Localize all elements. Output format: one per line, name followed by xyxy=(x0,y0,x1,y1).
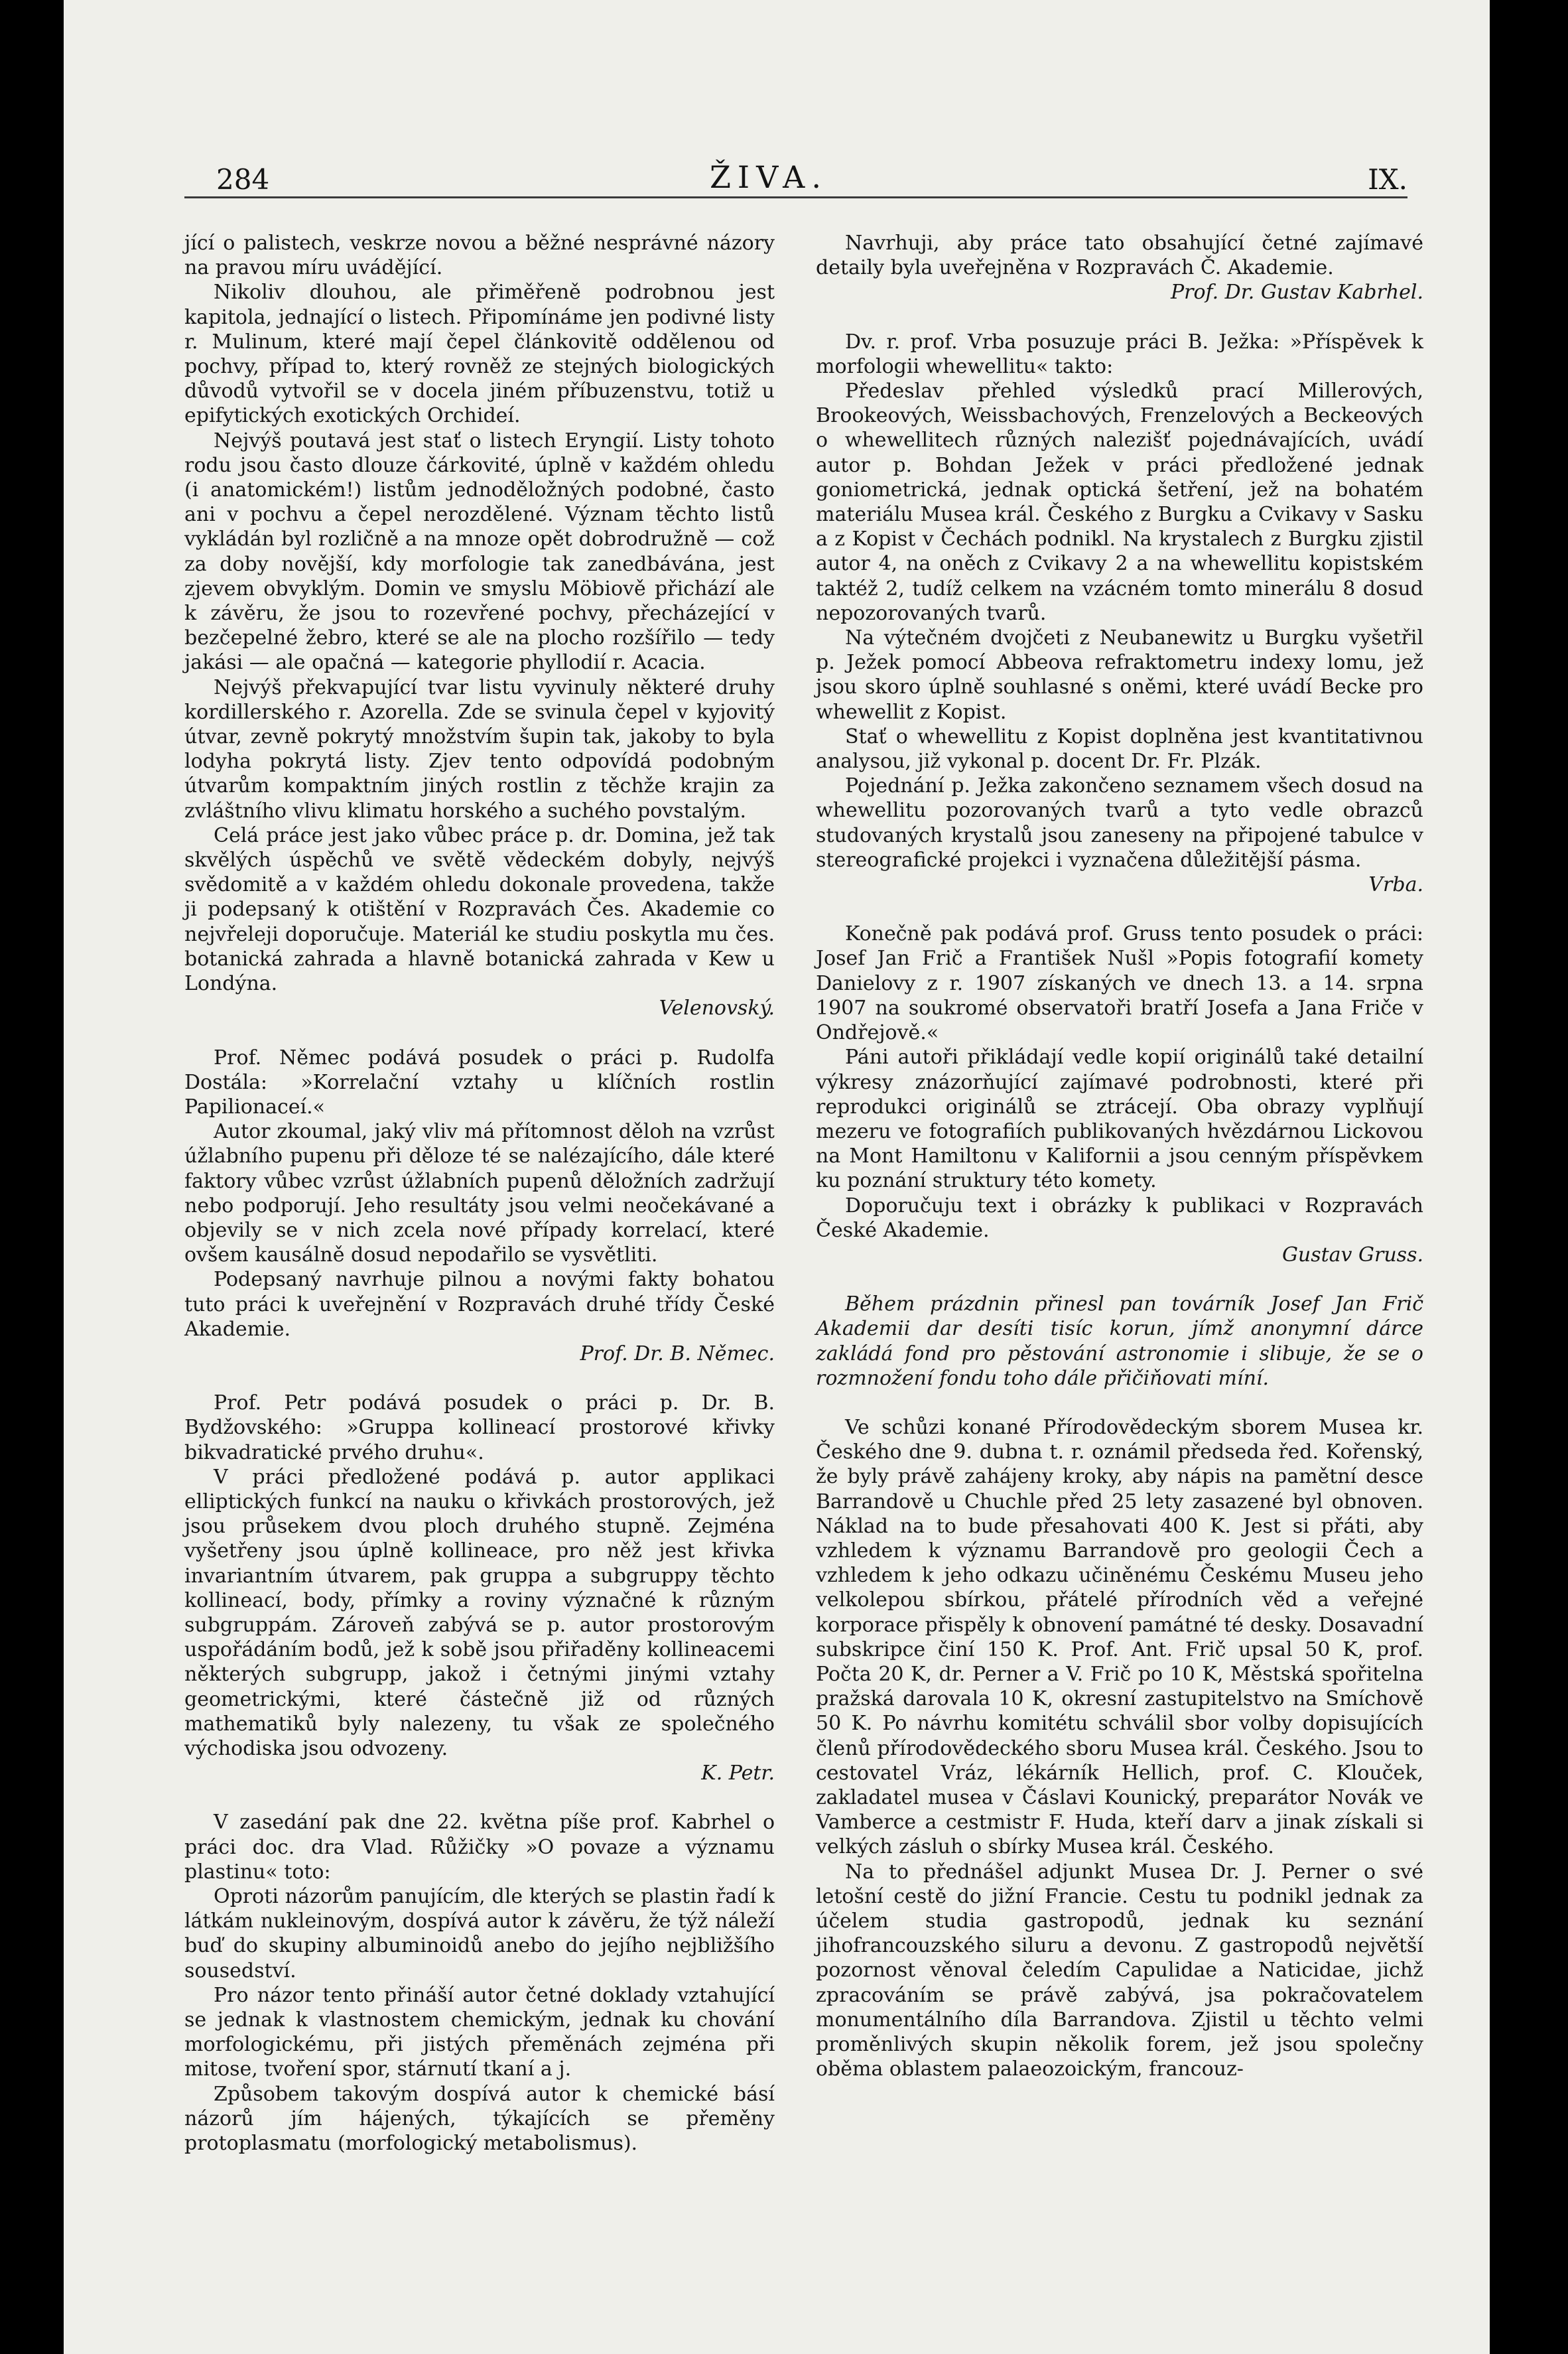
signature: Vrba. xyxy=(1368,873,1423,897)
right-column xyxy=(816,231,1423,2081)
paragraph: Nikoliv dlouhou, ale přiměřeně podrobnou jest kapitola, jednající o listech. Připomínáme jen podivné listy r. Mulinum, které mají čepel článkovitě oddělenou od pochvy, případ to, který rovněž ze stejných biologických důvodů vytvořil se v docela jiném příbuzenstvu, totiž u epifytických exotických Orchideí. xyxy=(184,281,775,428)
paragraph: Způsobem takovým dospívá autor k chemické básí názorů jím hájených, týkajících se přeměny protoplasmatu (morfologický metabolismus). xyxy=(184,2082,775,2156)
paragraph-gap xyxy=(816,897,1423,922)
signature: K. Petr. xyxy=(701,1762,775,1785)
paragraph: Celá práce jest jako vůbec práce p. dr. Domina, jež tak skvělých úspěchů ve světě vědeckém dobyly, nejvýš svědomitě a v každém ohledu dokonale provedena, takže ji podepsaný k otištění v Rozpravách Čes. Akademie co nejvřeleji doporučuje. Materiál ke studiu poskytla mu čes. botanická zahrada a hlavně botanická zahrada v Kew u Londýna. xyxy=(184,823,775,996)
paragraph: Páni autoři přikládají vedle kopií originálů také detailní výkresy znázorňující zajímavé podrobnosti, které při reprodukci originálů se ztrácejí. Oba obrazy vyplňují mezeru ve fotografiích publikovaných hvězdárnou Lickovou na Mont Hamiltonu v Kalifornii a jsou cenným příspěvkem ku poznání struktury této komety. xyxy=(816,1046,1423,1193)
paragraph: Prof. Němec podává posudek o práci p. Rudolfa Dostála: »Korrelační vztahy u klíčních rostlin Papilionaceí.« xyxy=(184,1046,775,1119)
header-rule xyxy=(184,196,1407,198)
paragraph: Stať o whewellitu z Kopist doplněna jest kvantitativnou analysou, již vykonal p. docent Dr. Fr. Plzák. xyxy=(816,725,1423,774)
paragraph: Dv. r. prof. Vrba posuzuje práci B. Ježka: »Příspěvek k morfologii whewellitu« takto: xyxy=(816,330,1423,378)
paragraph-gap xyxy=(184,1021,775,1046)
paragraph: Předeslav přehled výsledků prací Millerových, Brookeových, Weissbachových, Frenzelových a Beckeových o whewellitech různých nalezišť pojednávajících, uvádí autor p. Bohdan Ježek v práci předložené jednak goniometrická, jednak optická šetření, jež na bohatém materiálu Musea král. Českého z Burgku a Cvikavy v Sasku a z Kopist v Čechách podnikl. Na krystalech z Burgku zjistil autor 4, na oněch z Cvikavy 2 a na whewellitu kopistském taktéž 2, tudíž celkem na vzácném tomto minerálu 8 dosud nepozorovaných tvarů. xyxy=(816,380,1423,625)
journal-title: ŽIVA. xyxy=(709,159,828,195)
signature: Gustav Gruss. xyxy=(1281,1243,1423,1267)
volume-number: IX. xyxy=(1368,163,1407,196)
page-header xyxy=(130,154,1407,200)
signature: Prof. Dr. Gustav Kabrhel. xyxy=(1170,281,1423,305)
paragraph: Nejvýš překvapující tvar listu vyvinuly některé druhy kordillerského r. Azorella. Zde se svinula čepel v kyjovitý útvar, zevně pokrytý množstvím šupin tak, jakoby to byla lodyha pokrytá listy. Zjev tento odpovídá podobným útvarům kompaktním jiných rostlin z těchže krajin za zvláštního vlivu klimatu horského a suchého povstalým. xyxy=(184,675,775,823)
paragraph: Pro názor tento přináší autor četné doklady vztahující se jednak k vlastnostem chemickým, jednak ku chování morfologickému, při jistých přeměnách zejména při mitose, tvoření spor, stárnutí tkaní a j. xyxy=(184,1983,775,2081)
paragraph-gap xyxy=(184,1785,775,1810)
paragraph: V zasedání pak dne 22. května píše prof. Kabrhel o práci doc. dra Vlad. Růžičky »O povaze a významu plastinu« toto: xyxy=(184,1811,775,1884)
paragraph: jící o palistech, veskrze novou a běžné nesprávné názory na pravou míru uvádějící. xyxy=(184,232,775,280)
paragraph: Během prázdnin přinesl pan továrník Josef Jan Frič Akademii dar desíti tisíc korun, jímž anonymní dárce zakládá fond pro pěstování astronomie i slibuje, že se o rozmnožení fondu toho dále přičiňovati míní. xyxy=(816,1292,1423,1390)
paragraph-gap xyxy=(816,1267,1423,1292)
paragraph: Podepsaný navrhuje pilnou a novými fakty bohatou tuto práci k uveřejnění v Rozpravách druhé třídy České Akademie. xyxy=(184,1268,775,1341)
paragraph: Prof. Petr podává posudek o práci p. Dr. B. Bydžovského: »Gruppa kollineací prostorové křivky bikvadratické prvého druhu«. xyxy=(184,1391,775,1464)
paragraph: Navrhuji, aby práce tato obsahující četné zajímavé detaily byla uveřejněna v Rozpravách Č. Akademie. xyxy=(816,232,1423,280)
paragraph: Oproti názorům panujícím, dle kterých se plastin řadí k látkám nukleinovým, dospívá autor k závěru, že týž náleží buď do skupiny albuminoidů anebo do jejího nejbližšího sousedství. xyxy=(184,1885,775,1982)
paragraph: Konečně pak podává prof. Gruss tento posudek o práci: Josef Jan Frič a František Nušl »Popis fotografií komety Danielovy z r. 1907 získaných ve dnech 13. a 14. srpna 1907 na soukromé observatoři bratří Josefa a Jana Friče v Ondřejově.« xyxy=(816,922,1423,1045)
paragraph: Doporučuju text i obrázky k publikaci v Rozpravách České Akademie. xyxy=(816,1194,1423,1242)
paragraph-gap xyxy=(816,305,1423,330)
left-column xyxy=(184,231,775,2156)
signature: Velenovský. xyxy=(659,997,775,1020)
paragraph: V práci předložené podává p. autor applikaci elliptických funkcí na nauku o křivkách prostorových, jež jsou průsekem dvou ploch druhého stupně. Zejména vyšetřeny jsou úplně kollineace, pro něž jest křivka invariantním útvarem, pak gruppa a subgruppy těchto kollineací, body, přímky a roviny význačné k různým subgruppám. Zároveň zabývá se p. autor prostorovým uspořádáním bodů, jež k sobě jsou přiřaděny kollineacemi některých subgrupp, jakož i četnými jinými vztahy geometrickými, které částečně již od různých mathematiků byly nalezeny, tu však ze společného východiska jsou odvozeny. xyxy=(184,1465,775,1760)
paragraph: Pojednání p. Ježka zakončeno seznamem všech dosud na whewellitu pozorovaných tvarů a tyto vedle obrazců studovaných krystalů jsou zaneseny na připojené tabulce v stereografické projekci i vyznačena důležitější pásma. xyxy=(816,774,1423,872)
paragraph: Nejvýš poutavá jest stať o listech Eryngií. Listy tohoto rodu jsou často dlouze čárkovité, úplně v každém ohledu (i anatomickém!) listům jednoděložných podobné, často ani v pochvu a čepel nerozdělené. Význam těchto listů vykládán byl rozličně a na mnoze opět dobrodružně — což za doby novější, kdy morfologie tak zanedbávána, jest zjevem obvyklým. Domin ve smyslu Möbiově přichází ale k závěru, že jsou to rozevřené pochvy, přecházející v bezčepelné žebro, které se ale na plocho rozšířilo — tedy jakási — ale opačná — kategorie phyllodií r. Acacia. xyxy=(184,429,775,675)
signature: Prof. Dr. B. Němec. xyxy=(580,1342,775,1365)
paragraph: Na výtečném dvojčeti z Neubanewitz u Burgku vyšetřil p. Ježek pomocí Abbeova refraktometru indexy lomu, jež jsou skoro úplně souhlasné s oněmi, které uvádí Becke pro whewellit z Kopist. xyxy=(816,626,1423,724)
paragraph-gap xyxy=(816,1391,1423,1415)
paragraph: Na to přednášel adjunkt Musea Dr. J. Perner o své letošní cestě do jižní Francie. Cestu tu podnikl jednak za účelem studia gastropodů, jednak ku seznání jihofrancouzského siluru a devonu. Z gastropodů největší pozornost věnoval čeledím Capulidae a Naticidae, jichž zpracováním se právě zabývá, jsa pokračovatelem monumentálního díla Barrandova. Zjistil u těchto velmi proměnlivých skupin několik forem, jež jsou společny oběma oblastem palaeozoickým, francouz- xyxy=(816,1860,1423,2081)
paragraph: Autor zkoumal, jaký vliv má přítomnost děloh na vzrůst úžlabního pupenu při děloze té se nalézajícího, dále které faktory vůbec vzrůst úžlabních pupenů děložních zadržují nebo podporují. Jeho resultáty jsou velmi neočekávané a objevily se v nich zcela nové případy korrelací, které ovšem kausálně dosud nepodařilo se vysvětliti. xyxy=(184,1120,775,1267)
paragraph-gap xyxy=(184,1366,775,1391)
paragraph: Ve schůzi konané Přírodovědeckým sborem Musea kr. Českého dne 9. dubna t. r. oznámil předseda řed. Kořenský, že byly právě zahájeny kroky, aby nápis na pamětní desce Barrandově u Chuchle před 25 lety zasazené byl obnoven. Náklad na to bude přesahovati 400 K. Jest si přáti, aby vzhledem k významu Barrandově pro geologii Čech a vzhledem k jeho odkazu učiněnému Českému Museu jeho velkolepou sbírkou, přátelé přírodních věd a veřejné korporace přispěly k obnovení památné té desky. Dosavadní subskripce činí 150 K. Prof. Ant. Frič upsal 50 K, prof. Počta 20 K, dr. Perner a V. Frič po 10 K, Městská spořitelna pražská darovala 10 K, okresní zastupitelstvo na Smíchově 50 K. Po návrhu komitétu schválil sbor volby dopisujících členů přírodovědeckého sboru Musea král. Českého. Jsou to cestovatel Vráz, lékárník Hellich, prof. C. Klouček, zakladatel musea v Čáslavi Kounický, preparátor Novák ve Vamberce a cestmistr F. Huda, kteří darv a jinak získali si velkých zásluh o sbírky Musea král. Českého. xyxy=(816,1415,1423,1859)
page-number: 284 xyxy=(216,163,270,196)
